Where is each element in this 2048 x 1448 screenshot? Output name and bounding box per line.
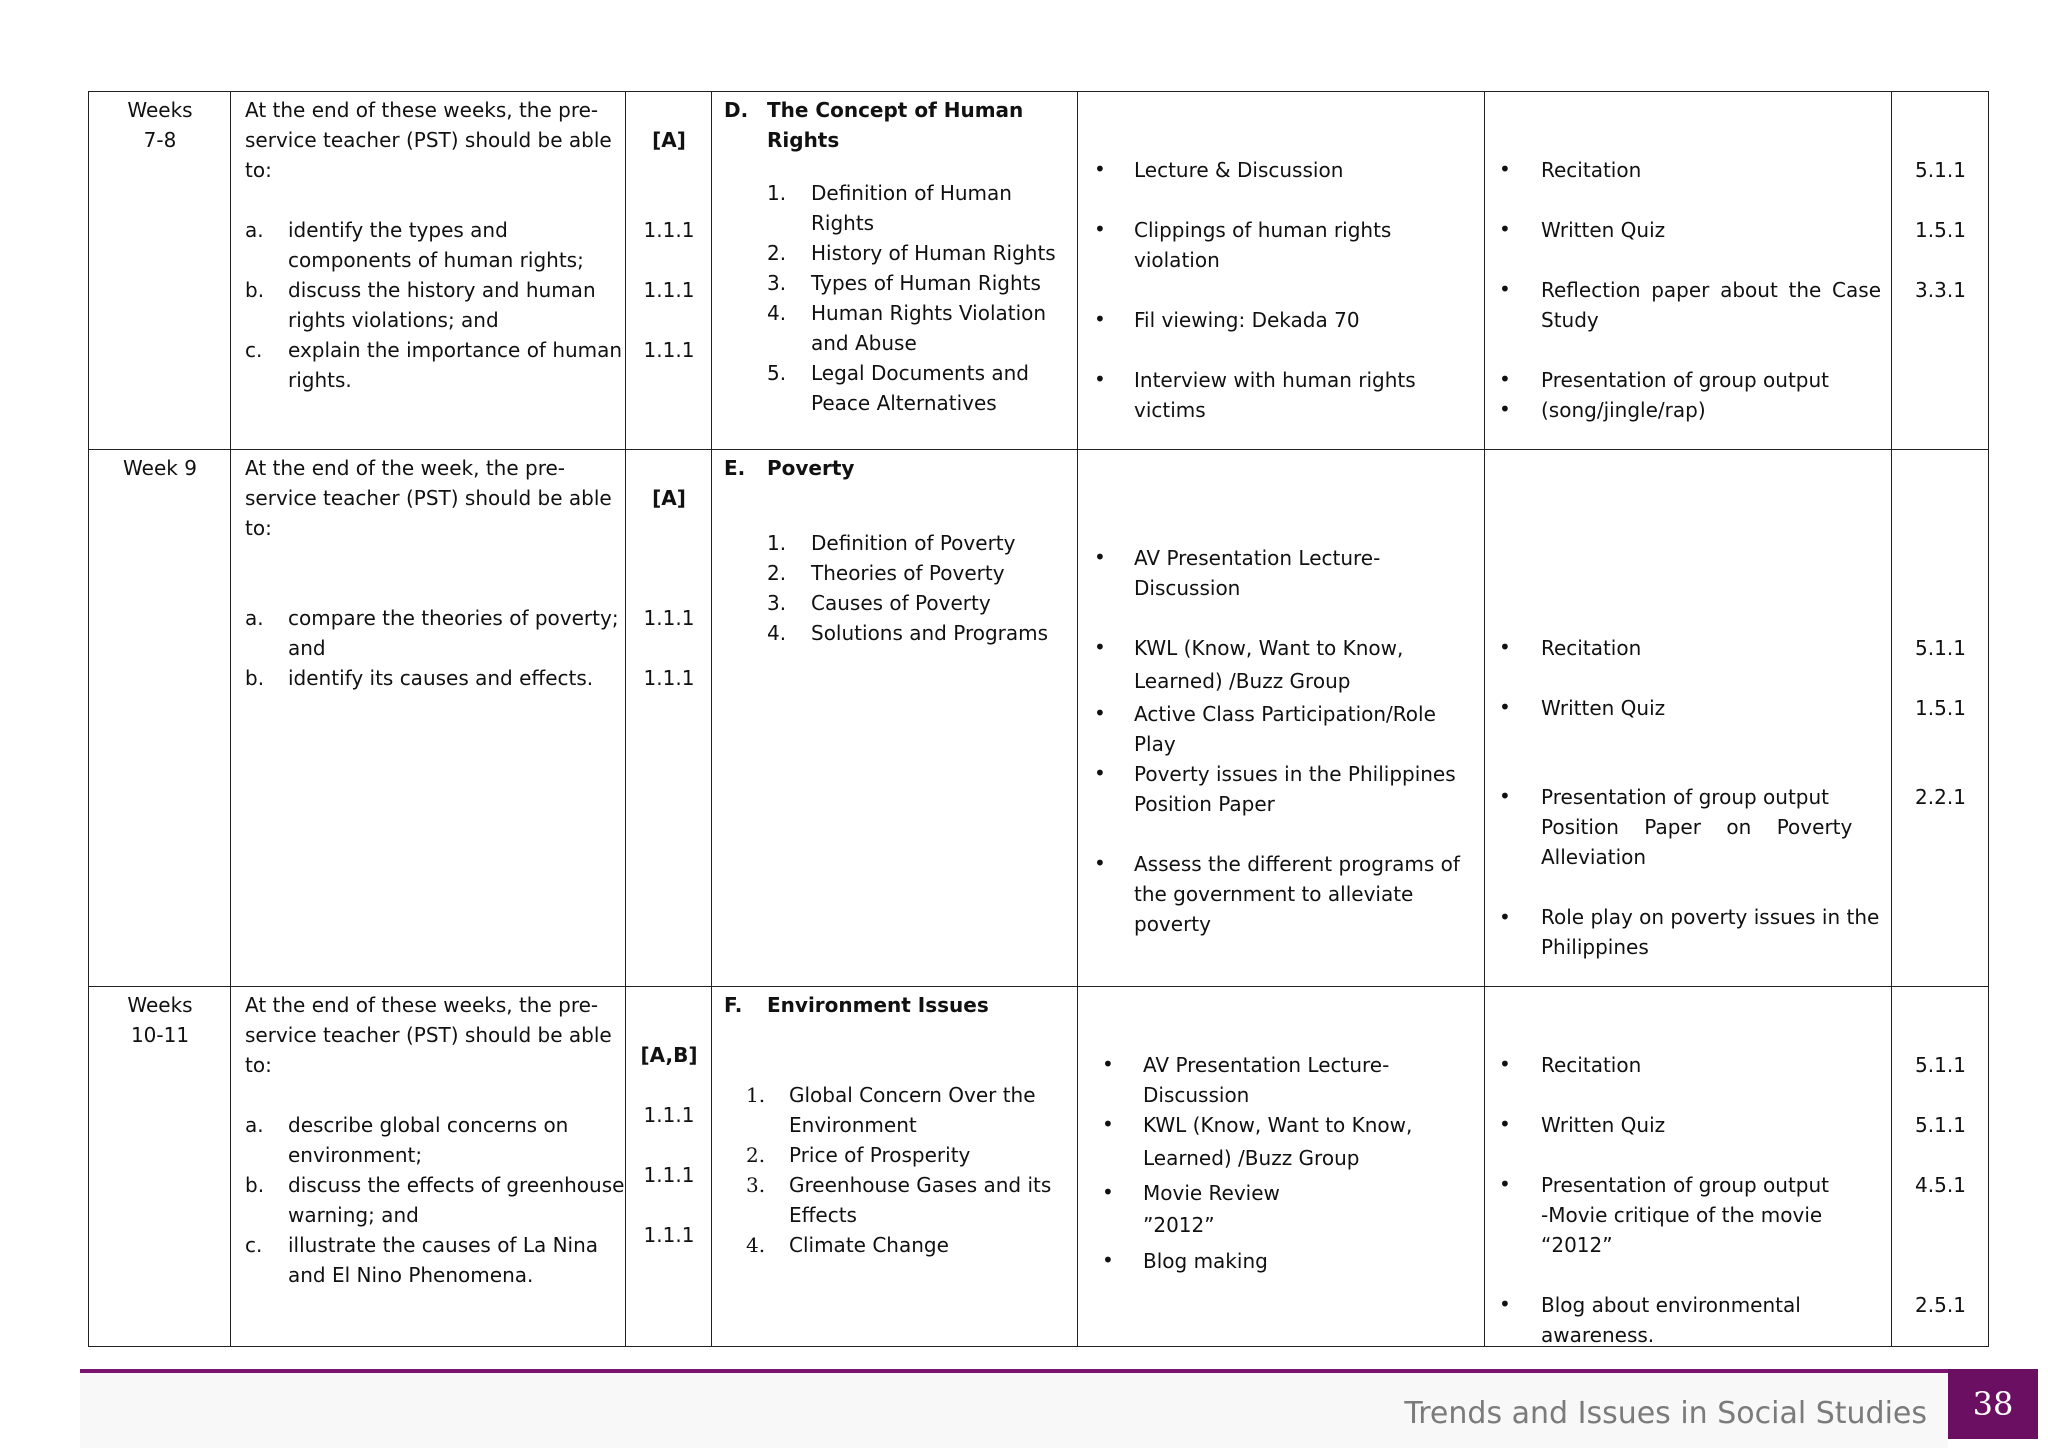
activity-text: Movie Review bbox=[1143, 1181, 1280, 1205]
bullet-icon: • bbox=[1094, 367, 1106, 391]
bullet-icon: • bbox=[1499, 1112, 1511, 1136]
assessment-text: (song/jingle/rap) bbox=[1541, 398, 1706, 422]
objective-text: rights. bbox=[288, 368, 352, 392]
bullet-icon: • bbox=[1102, 1180, 1114, 1204]
objectives-cell bbox=[231, 92, 626, 450]
objective-text: identify the types and bbox=[288, 218, 508, 242]
assessment-text: Recitation bbox=[1541, 158, 1642, 182]
outcome-tag: [A,B] bbox=[640, 1043, 698, 1067]
subtopic-text: History of Human Rights bbox=[811, 241, 1056, 265]
subtopic-text: Global Concern Over the bbox=[789, 1083, 1036, 1107]
subtopic-number: 2. bbox=[746, 1143, 766, 1167]
bullet-icon: • bbox=[1499, 1052, 1511, 1076]
code-cell bbox=[1892, 987, 1989, 1347]
assessment-text: Reflection paper about the Case bbox=[1541, 278, 1881, 302]
activity-text: Blog making bbox=[1143, 1249, 1268, 1273]
subtopic-text: Greenhouse Gases and its bbox=[789, 1173, 1052, 1197]
activity-text: poverty bbox=[1134, 912, 1211, 936]
subtopic-number: 3. bbox=[767, 271, 787, 295]
code-value: 2.5.1 bbox=[1915, 1293, 1966, 1317]
objective-text: rights violations; and bbox=[288, 308, 499, 332]
bullet-icon: • bbox=[1499, 635, 1511, 659]
intro-text: At the end of these weeks, the pre- bbox=[245, 98, 599, 122]
subtopic-text: Climate Change bbox=[789, 1233, 949, 1257]
objective-text: compare the theories of poverty; bbox=[288, 606, 619, 630]
code-value: 1.5.1 bbox=[1915, 696, 1966, 720]
assessment-cell bbox=[1485, 92, 1892, 450]
assessment-text: Recitation bbox=[1541, 1053, 1642, 1077]
bullet-icon: • bbox=[1094, 701, 1106, 725]
objective-text: discuss the effects of greenhouse bbox=[288, 1173, 625, 1197]
activity-text: Play bbox=[1134, 732, 1176, 756]
code-value: 1.5.1 bbox=[1915, 218, 1966, 242]
activity-text: Lecture & Discussion bbox=[1134, 158, 1344, 182]
week-cell bbox=[89, 987, 231, 1347]
activity-text: Discussion bbox=[1143, 1083, 1250, 1107]
objective-text: environment; bbox=[288, 1143, 423, 1167]
code-value: 5.1.1 bbox=[1915, 158, 1966, 182]
intro-text: service teacher (PST) should be able bbox=[245, 1023, 612, 1047]
outcome-tag: [A] bbox=[652, 128, 686, 152]
outcome-code: 1.1.1 bbox=[643, 1223, 695, 1247]
code-value: 2.2.1 bbox=[1915, 785, 1966, 809]
subtopic-number: 3. bbox=[746, 1173, 766, 1197]
objective-letter: a. bbox=[245, 1113, 264, 1137]
objective-text: warning; and bbox=[288, 1203, 419, 1227]
outcome-code: 1.1.1 bbox=[643, 666, 695, 690]
activity-text: victims bbox=[1134, 398, 1206, 422]
objectives-cell bbox=[231, 450, 626, 987]
syllabus-table bbox=[88, 91, 1989, 1347]
activity-text: KWL (Know, Want to Know, bbox=[1134, 636, 1404, 660]
bullet-icon: • bbox=[1094, 761, 1106, 785]
bullet-icon: • bbox=[1499, 1172, 1511, 1196]
subtopic-text: Human Rights Violation bbox=[811, 301, 1047, 325]
objective-letter: b. bbox=[245, 278, 265, 302]
topic-letter: E. bbox=[724, 456, 746, 480]
activity-text: violation bbox=[1134, 248, 1220, 272]
bullet-icon: • bbox=[1499, 695, 1511, 719]
subtopic-number: 1. bbox=[767, 181, 787, 205]
code-value: 3.3.1 bbox=[1915, 278, 1966, 302]
assessment-text: Philippines bbox=[1541, 935, 1649, 959]
outcome-cell bbox=[626, 92, 712, 450]
activity-text: AV Presentation Lecture- bbox=[1134, 546, 1381, 570]
intro-text: service teacher (PST) should be able bbox=[245, 486, 612, 510]
assessment-text: Written Quiz bbox=[1541, 218, 1666, 242]
intro-text: to: bbox=[245, 1053, 272, 1077]
page-number: 38 bbox=[1948, 1369, 2038, 1439]
activity-text: Interview with human rights bbox=[1134, 368, 1416, 392]
outcome-cell bbox=[626, 450, 712, 987]
footer-rule bbox=[80, 1369, 1948, 1373]
assessment-cell bbox=[1485, 450, 1892, 987]
objective-text: components of human rights; bbox=[288, 248, 584, 272]
objective-text: identify its causes and effects. bbox=[288, 666, 594, 690]
activity-text: Learned) /Buzz Group bbox=[1143, 1146, 1360, 1170]
outcome-code: 1.1.1 bbox=[643, 1103, 695, 1127]
subtopic-text: Solutions and Programs bbox=[811, 621, 1049, 645]
topic-title: Environment Issues bbox=[767, 993, 989, 1017]
code-value: 5.1.1 bbox=[1915, 1113, 1966, 1137]
subtopic-number: 1. bbox=[746, 1083, 766, 1107]
code-value: 5.1.1 bbox=[1915, 1053, 1966, 1077]
code-value: 4.5.1 bbox=[1915, 1173, 1966, 1197]
subtopic-number: 5. bbox=[767, 361, 787, 385]
assessment-text: awareness. bbox=[1541, 1323, 1655, 1347]
intro-text: At the end of these weeks, the pre- bbox=[245, 993, 599, 1017]
objective-text: and bbox=[288, 636, 326, 660]
topic-cell bbox=[712, 92, 1078, 450]
activity-text: Clippings of human rights bbox=[1134, 218, 1392, 242]
outcome-code: 1.1.1 bbox=[643, 218, 695, 242]
bullet-icon: • bbox=[1094, 635, 1106, 659]
intro-text: At the end of the week, the pre- bbox=[245, 456, 565, 480]
objective-letter: a. bbox=[245, 218, 264, 242]
subtopic-text: Theories of Poverty bbox=[811, 561, 1005, 585]
subtopic-number: 1. bbox=[767, 531, 787, 555]
week-label: Weeks bbox=[127, 98, 193, 122]
subtopic-number: 2. bbox=[767, 241, 787, 265]
activities-cell bbox=[1078, 450, 1485, 987]
topic-cell bbox=[712, 987, 1078, 1347]
bullet-icon: • bbox=[1499, 1292, 1511, 1316]
assessment-text: -Movie critique of the movie bbox=[1541, 1203, 1823, 1227]
objective-letter: a. bbox=[245, 606, 264, 630]
subtopic-text: Rights bbox=[811, 211, 875, 235]
footer-title: Trends and Issues in Social Studies bbox=[1404, 1396, 1927, 1431]
objective-text: discuss the history and human bbox=[288, 278, 596, 302]
topic-letter: F. bbox=[724, 993, 743, 1017]
activities-cell bbox=[1078, 987, 1485, 1347]
assessment-text: Written Quiz bbox=[1541, 696, 1666, 720]
bullet-icon: • bbox=[1499, 157, 1511, 181]
assessment-text: Alleviation bbox=[1541, 845, 1647, 869]
bullet-icon: • bbox=[1499, 905, 1511, 929]
topic-title: Poverty bbox=[767, 456, 855, 480]
bullet-icon: • bbox=[1094, 545, 1106, 569]
outcome-code: 1.1.1 bbox=[643, 338, 695, 362]
bullet-icon: • bbox=[1102, 1112, 1114, 1136]
activity-text: Position Paper bbox=[1134, 792, 1275, 816]
activity-text: Assess the different programs of bbox=[1134, 852, 1460, 876]
objective-text: explain the importance of human bbox=[288, 338, 623, 362]
bullet-icon: • bbox=[1499, 397, 1511, 421]
assessment-text: Study bbox=[1541, 308, 1599, 332]
code-cell bbox=[1892, 92, 1989, 450]
subtopic-text: and Abuse bbox=[811, 331, 917, 355]
code-cell bbox=[1892, 450, 1989, 987]
objective-letter: b. bbox=[245, 1173, 265, 1197]
objective-letter: c. bbox=[245, 1233, 263, 1257]
subtopic-text: Peace Alternatives bbox=[811, 391, 997, 415]
week-label: 10-11 bbox=[130, 1023, 190, 1047]
subtopic-number: 4. bbox=[767, 621, 787, 645]
subtopic-text: Effects bbox=[789, 1203, 857, 1227]
bullet-icon: • bbox=[1102, 1052, 1114, 1076]
bullet-icon: • bbox=[1499, 784, 1511, 808]
subtopic-text: Price of Prosperity bbox=[789, 1143, 971, 1167]
week-label: 7-8 bbox=[143, 128, 177, 152]
assessment-text: Written Quiz bbox=[1541, 1113, 1666, 1137]
activity-text: AV Presentation Lecture- bbox=[1143, 1053, 1390, 1077]
bullet-icon: • bbox=[1102, 1248, 1114, 1272]
intro-text: service teacher (PST) should be able bbox=[245, 128, 612, 152]
week-cell bbox=[89, 92, 231, 450]
assessment-cell bbox=[1485, 987, 1892, 1347]
topic-letter: D. bbox=[724, 98, 749, 122]
subtopic-text: Definition of Human bbox=[811, 181, 1012, 205]
intro-text: to: bbox=[245, 516, 272, 540]
activity-text: ”2012” bbox=[1143, 1213, 1215, 1237]
subtopic-text: Environment bbox=[789, 1113, 917, 1137]
bullet-icon: • bbox=[1499, 367, 1511, 391]
assessment-text: Presentation of group output bbox=[1541, 785, 1830, 809]
assessment-text: Presentation of group output bbox=[1541, 1173, 1830, 1197]
bullet-icon: • bbox=[1094, 157, 1106, 181]
objectives-cell bbox=[231, 987, 626, 1347]
activity-text: Learned) /Buzz Group bbox=[1134, 669, 1351, 693]
topic-title: Rights bbox=[767, 128, 840, 152]
topic-title: The Concept of Human bbox=[767, 98, 1024, 122]
activity-text: the government to alleviate bbox=[1134, 882, 1414, 906]
assessment-text: Recitation bbox=[1541, 636, 1642, 660]
subtopic-text: Definition of Poverty bbox=[811, 531, 1016, 555]
assessment-text: Blog about environmental bbox=[1541, 1293, 1801, 1317]
bullet-icon: • bbox=[1499, 217, 1511, 241]
subtopic-number: 4. bbox=[746, 1233, 766, 1257]
activity-text: Poverty issues in the Philippines bbox=[1134, 762, 1456, 786]
objective-letter: c. bbox=[245, 338, 263, 362]
outcome-code: 1.1.1 bbox=[643, 606, 695, 630]
subtopic-text: Causes of Poverty bbox=[811, 591, 991, 615]
assessment-text: Presentation of group output bbox=[1541, 368, 1830, 392]
bullet-icon: • bbox=[1499, 277, 1511, 301]
table-row bbox=[89, 450, 1989, 987]
subtopic-number: 4. bbox=[767, 301, 787, 325]
objective-text: illustrate the causes of La Nina bbox=[288, 1233, 599, 1257]
activities-cell bbox=[1078, 92, 1485, 450]
intro-text: to: bbox=[245, 158, 272, 182]
activity-text: Fil viewing: Dekada 70 bbox=[1134, 308, 1360, 332]
bullet-icon: • bbox=[1094, 307, 1106, 331]
topic-cell bbox=[712, 450, 1078, 987]
assessment-text: Role play on poverty issues in the bbox=[1541, 905, 1880, 929]
table-row bbox=[89, 987, 1989, 1347]
activity-text: Active Class Participation/Role bbox=[1134, 702, 1436, 726]
outcome-code: 1.1.1 bbox=[643, 1163, 695, 1187]
subtopic-number: 2. bbox=[767, 561, 787, 585]
table-row bbox=[89, 92, 1989, 450]
activity-text: Discussion bbox=[1134, 576, 1241, 600]
outcome-cell bbox=[626, 987, 712, 1347]
bullet-icon: • bbox=[1094, 217, 1106, 241]
subtopic-number: 3. bbox=[767, 591, 787, 615]
assessment-text: Position Paper on Poverty bbox=[1541, 815, 1853, 839]
activity-text: KWL (Know, Want to Know, bbox=[1143, 1113, 1413, 1137]
assessment-text: “2012” bbox=[1541, 1233, 1613, 1257]
objective-text: describe global concerns on bbox=[288, 1113, 569, 1137]
week-label: Week 9 bbox=[123, 456, 197, 480]
objective-letter: b. bbox=[245, 666, 265, 690]
outcome-tag: [A] bbox=[652, 486, 686, 510]
week-label: Weeks bbox=[127, 993, 193, 1017]
objective-text: and El Nino Phenomena. bbox=[288, 1263, 534, 1287]
subtopic-text: Types of Human Rights bbox=[811, 271, 1041, 295]
bullet-icon: • bbox=[1094, 851, 1106, 875]
subtopic-text: Legal Documents and bbox=[811, 361, 1029, 385]
week-cell bbox=[89, 450, 231, 987]
code-value: 5.1.1 bbox=[1915, 636, 1966, 660]
outcome-code: 1.1.1 bbox=[643, 278, 695, 302]
